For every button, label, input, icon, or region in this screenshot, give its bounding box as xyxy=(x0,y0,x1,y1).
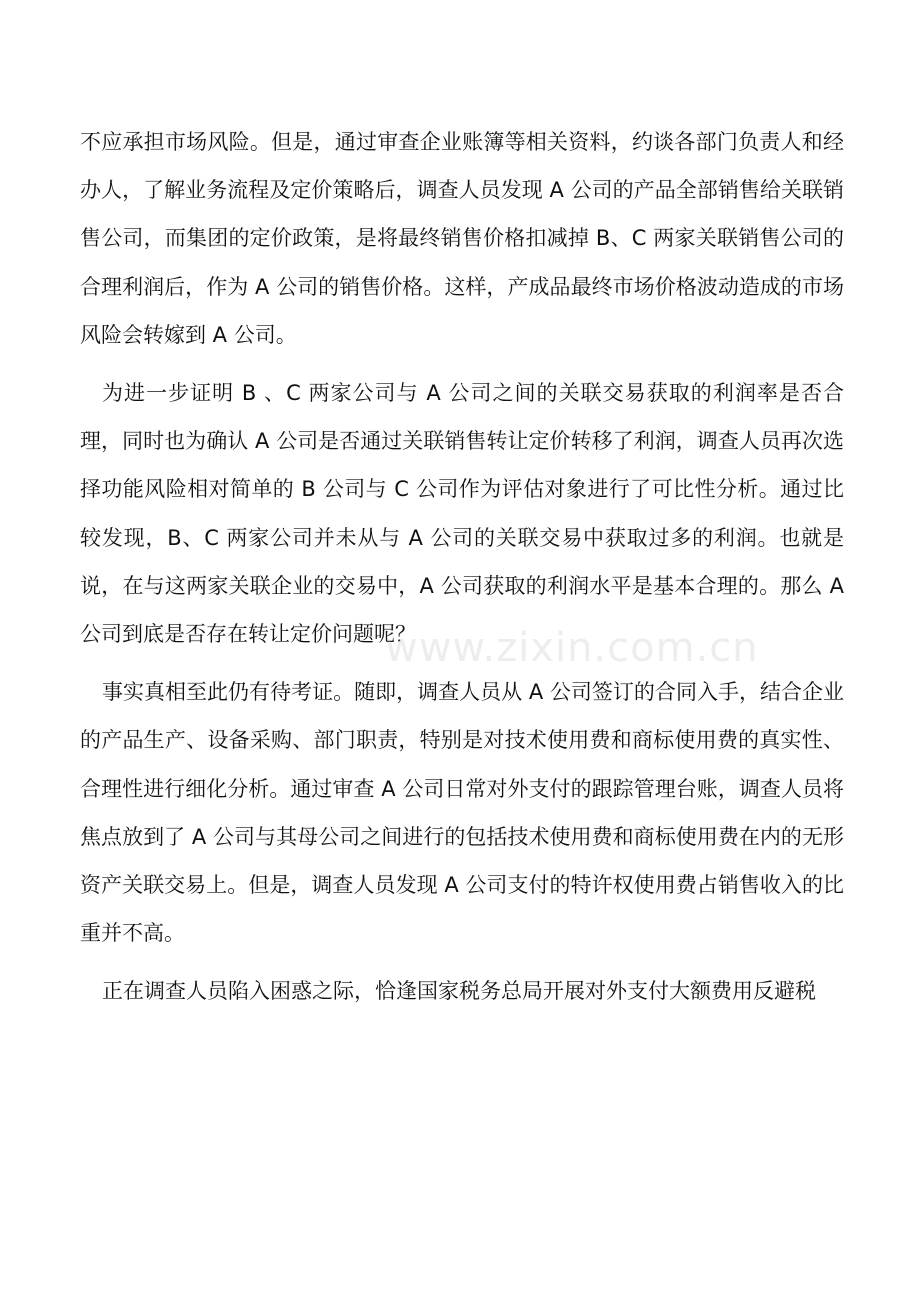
document-body xyxy=(80,118,844,1026)
watermark: www.zixin.com.cn xyxy=(385,625,759,671)
paragraph-2: 为进一步证明 B 、C 两家公司与 A 公司之间的关联交易获取的利润率是否合理，同时也为确认 A 公司是否通过关联销售转让定价转移了利润，调查人员再次选择功能风险相对简单的 B 公司与 C 公司作为评估对象进行了可比性分析。通过比较发现，B、C 两家公司并未从与 A 公司的关联交易中获取过多的利润。也就是说，在与这两家关联企业的交易中，A 公司获取的利润水平是基本合理的。那么 A 公司到底是否存在转让定价问题呢？ xyxy=(80,381,844,647)
paragraph-3: 事实真相至此仍有待考证。随即，调查人员从 A 公司签订的合同入手，结合企业的产品生产、设备采购、部门职责，特别是对技术使用费和商标使用费的真实性、合理性进行细化分析。通过审查 A 公司日常对外支付的跟踪管理台账，调查人员将焦点放到了 A 公司与其母公司之间进行的包括技术使用费和商标使用费在内的无形资产关联交易上。但是，调查人员发现 A 公司支付的特许权使用费占销售收入的比重并不高。 xyxy=(80,680,844,946)
paragraph-4: 正在调查人员陷入困惑之际，恰逢国家税务总局开展对外支付大额费用反避税 xyxy=(102,979,816,1004)
paragraph-1: 不应承担市场风险。但是，通过审查企业账簿等相关资料，约谈各部门负责人和经办人，了解业务流程及定价策略后，调查人员发现 A 公司的产品全部销售给关联销售公司，而集团的定价政策，是将最终销售价格扣减掉 B、C 两家关联销售公司的合理利润后，作为 A 公司的销售价格。这样，产成品最终市场价格波动造成的市场风险会转嫁到 A 公司。 xyxy=(80,130,844,347)
